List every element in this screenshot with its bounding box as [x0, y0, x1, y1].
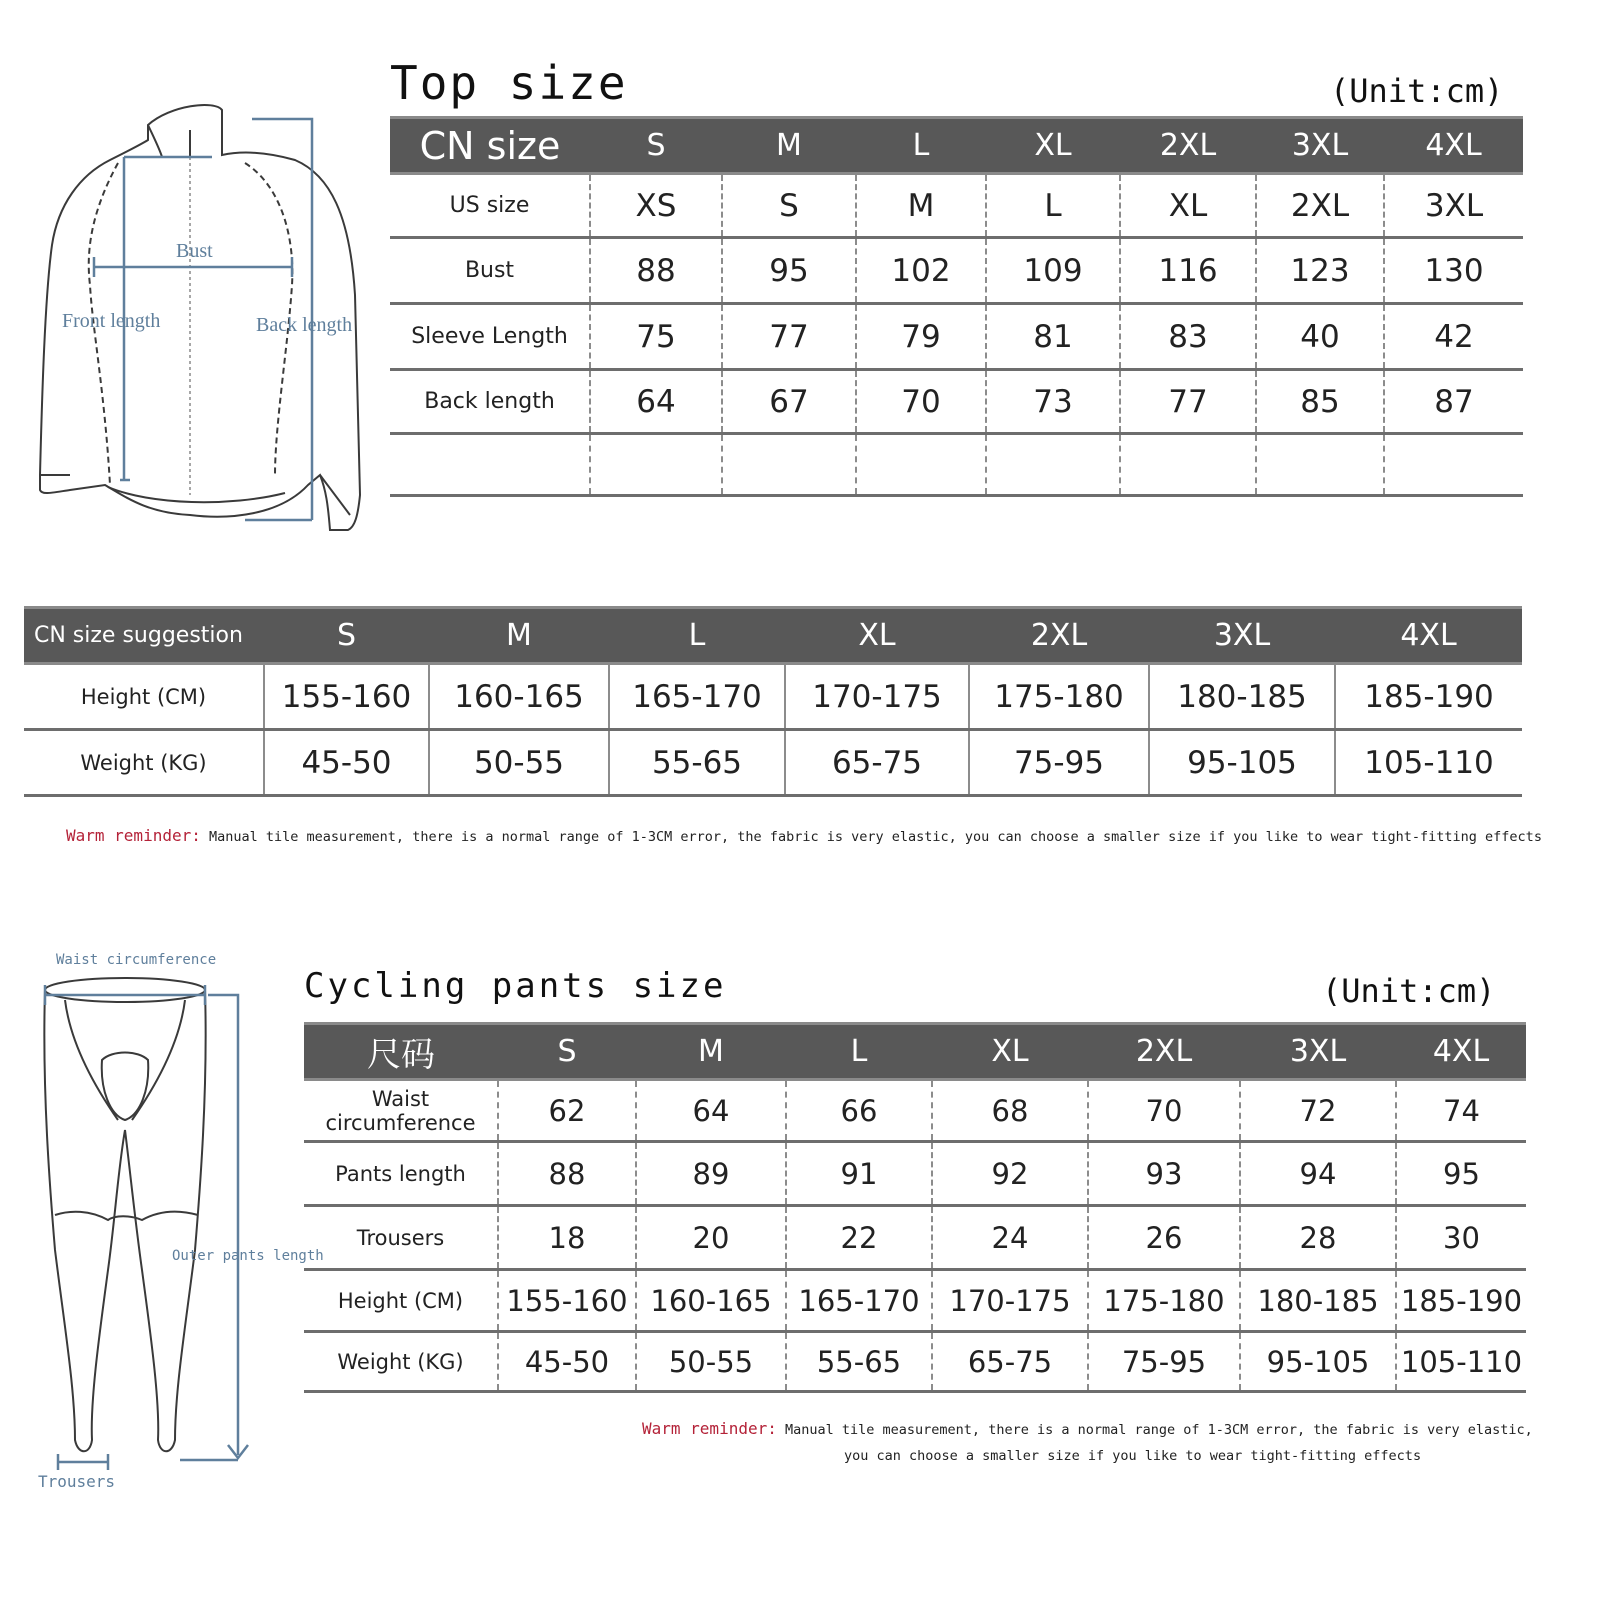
table-cell: 95: [722, 238, 856, 304]
table-cell: S: [722, 174, 856, 238]
table-cell: 62: [498, 1080, 636, 1142]
table-cell: 2XL: [1256, 174, 1384, 238]
row-label: US size: [390, 174, 590, 238]
table-cell: 83: [1120, 304, 1256, 370]
table-cell: 185-190: [1396, 1270, 1526, 1332]
header-size-l: L: [786, 1024, 932, 1080]
table-cell: 18: [498, 1206, 636, 1270]
table-cell: 160-165: [429, 664, 609, 730]
top-unit-label: (Unit:cm): [1330, 72, 1504, 110]
size-suggestion-table: [24, 606, 1522, 797]
pants-warm-reminder-line1: Manual tile measurement, there is a normal range of 1-3CM error, the fabric is very elastic,: [785, 1422, 1533, 1438]
table-cell: 180-185: [1240, 1270, 1396, 1332]
table-cell: 64: [636, 1080, 786, 1142]
pants-warm-reminder-line2: you can choose a smaller size if you like to wear tight-fitting effects: [844, 1448, 1422, 1464]
front-length-label: Front length: [62, 310, 161, 332]
row-label: Weight (KG): [304, 1332, 498, 1392]
table-cell: 170-175: [785, 664, 969, 730]
table-cell: [1256, 434, 1384, 496]
row-label: Weight (KG): [24, 730, 264, 796]
table-cell: 70: [856, 370, 986, 434]
header-size-xl: XL: [932, 1024, 1088, 1080]
table-cell: 95: [1396, 1142, 1526, 1206]
row-label: Height (CM): [24, 664, 264, 730]
row-label: Sleeve Length: [390, 304, 590, 370]
pants-warm-reminder: [642, 1419, 1533, 1438]
table-cell: 95-105: [1240, 1332, 1396, 1392]
table-cell: 77: [722, 304, 856, 370]
header-size-m: M: [722, 118, 856, 174]
table-row: [390, 174, 1523, 238]
table-cell: 72: [1240, 1080, 1396, 1142]
table-cell: 20: [636, 1206, 786, 1270]
header-size-l: L: [609, 608, 785, 664]
table-cell: 94: [1240, 1142, 1396, 1206]
table-cell: 50-55: [636, 1332, 786, 1392]
table-cell: 130: [1384, 238, 1523, 304]
row-label: Pants length: [304, 1142, 498, 1206]
table-cell: 74: [1396, 1080, 1526, 1142]
table-cell: 95-105: [1149, 730, 1335, 796]
table-cell: 22: [786, 1206, 932, 1270]
table-cell: 45-50: [498, 1332, 636, 1392]
header-cn-size-suggestion: CN size suggestion: [24, 608, 264, 664]
bust-label: Bust: [176, 240, 213, 262]
table-cell: 75-95: [969, 730, 1149, 796]
table-cell: 70: [1088, 1080, 1240, 1142]
table-cell: 165-170: [786, 1270, 932, 1332]
header-size-2xl: 2XL: [1088, 1024, 1240, 1080]
header-size-3xl: 3XL: [1149, 608, 1335, 664]
header-size-3xl: 3XL: [1256, 118, 1384, 174]
table-cell: [986, 434, 1120, 496]
table-cell: 180-185: [1149, 664, 1335, 730]
table-cell: 85: [1256, 370, 1384, 434]
table-cell: [722, 434, 856, 496]
header-size-m: M: [636, 1024, 786, 1080]
table-cell: 91: [786, 1142, 932, 1206]
top-size-title: Top size: [390, 56, 628, 110]
header-cn-size: CN size: [390, 118, 590, 174]
table-cell: XS: [590, 174, 722, 238]
row-label: Waist circumference: [304, 1080, 498, 1142]
header-size-s: S: [498, 1024, 636, 1080]
outer-pants-length-label: Outer pants length: [172, 1248, 324, 1264]
table-cell: 170-175: [932, 1270, 1088, 1332]
waist-circumference-diagram-label: Waist circumference: [56, 952, 217, 968]
table-cell: 75: [590, 304, 722, 370]
table-cell: 105-110: [1396, 1332, 1526, 1392]
table-cell: 45-50: [264, 730, 429, 796]
table-cell: 175-180: [969, 664, 1149, 730]
table-row: [390, 238, 1523, 304]
table-cell: 55-65: [609, 730, 785, 796]
row-label: Back length: [390, 370, 590, 434]
table-cell: 165-170: [609, 664, 785, 730]
table-cell: 155-160: [264, 664, 429, 730]
table-cell: 24: [932, 1206, 1088, 1270]
table-cell: 116: [1120, 238, 1256, 304]
table-cell: [1384, 434, 1523, 496]
table-cell: [590, 434, 722, 496]
table-row: [24, 664, 1522, 730]
table-cell: 123: [1256, 238, 1384, 304]
table-cell: 26: [1088, 1206, 1240, 1270]
table-cell: 105-110: [1335, 730, 1522, 796]
table-cell: 67: [722, 370, 856, 434]
table-row: [304, 1206, 1526, 1270]
table-cell: M: [856, 174, 986, 238]
table-cell: 81: [986, 304, 1120, 370]
table-row: [304, 1332, 1526, 1392]
header-size-4xl: 4XL: [1384, 118, 1523, 174]
table-cell: 65-75: [785, 730, 969, 796]
table-row: [390, 304, 1523, 370]
table-cell: 87: [1384, 370, 1523, 434]
table-cell: 30: [1396, 1206, 1526, 1270]
pants-unit-label: (Unit:cm): [1322, 972, 1496, 1010]
table-cell: 42: [1384, 304, 1523, 370]
trousers-diagram-label: Trousers: [38, 1472, 116, 1491]
table-cell: 88: [590, 238, 722, 304]
table-cell: 55-65: [786, 1332, 932, 1392]
table-cell: 75-95: [1088, 1332, 1240, 1392]
table-cell: 155-160: [498, 1270, 636, 1332]
header-size-2xl: 2XL: [1120, 118, 1256, 174]
table-cell: 79: [856, 304, 986, 370]
header-size-xl: XL: [785, 608, 969, 664]
table-cell: 73: [986, 370, 1120, 434]
warm-reminder-label: Warm reminder:: [66, 826, 201, 845]
table-cell: 77: [1120, 370, 1256, 434]
table-row: [390, 434, 1523, 496]
header-size-s: S: [264, 608, 429, 664]
pants-size-title: Cycling pants size: [304, 966, 727, 1006]
table-cell: 160-165: [636, 1270, 786, 1332]
warm-reminder: [66, 826, 1542, 845]
pants-warm-reminder-label: Warm reminder:: [642, 1419, 777, 1438]
header-size-xl: XL: [986, 118, 1120, 174]
table-row: [304, 1142, 1526, 1206]
table-cell: 66: [786, 1080, 932, 1142]
table-row: [24, 730, 1522, 796]
table-cell: 50-55: [429, 730, 609, 796]
table-cell: L: [986, 174, 1120, 238]
table-cell: 40: [1256, 304, 1384, 370]
table-row: [390, 370, 1523, 434]
header-size-2xl: 2XL: [969, 608, 1149, 664]
row-label: Trousers: [304, 1206, 498, 1270]
table-cell: 102: [856, 238, 986, 304]
row-label: [390, 434, 590, 496]
table-cell: 175-180: [1088, 1270, 1240, 1332]
table-cell: 185-190: [1335, 664, 1522, 730]
table-cell: 92: [932, 1142, 1088, 1206]
header-size-l: L: [856, 118, 986, 174]
table-cell: 3XL: [1384, 174, 1523, 238]
table-cell: 109: [986, 238, 1120, 304]
pants-size-table: [304, 1022, 1526, 1393]
back-length-label: Back length: [256, 314, 353, 336]
table-cell: 28: [1240, 1206, 1396, 1270]
header-size-3xl: 3XL: [1240, 1024, 1396, 1080]
pants-diagram: [30, 970, 260, 1480]
row-label: Bust: [390, 238, 590, 304]
header-chinese-size: 尺码: [304, 1024, 498, 1080]
top-size-table: [390, 116, 1523, 497]
table-cell: 88: [498, 1142, 636, 1206]
row-label: Height (CM): [304, 1270, 498, 1332]
table-cell: 65-75: [932, 1332, 1088, 1392]
table-cell: 68: [932, 1080, 1088, 1142]
warm-reminder-text: Manual tile measurement, there is a normal range of 1-3CM error, the fabric is very elastic, you can choose a smaller size if you like to wear tight-fitting effects: [209, 829, 1542, 845]
table-cell: 93: [1088, 1142, 1240, 1206]
table-cell: [856, 434, 986, 496]
header-size-m: M: [429, 608, 609, 664]
header-size-s: S: [590, 118, 722, 174]
table-row: [304, 1270, 1526, 1332]
header-size-4xl: 4XL: [1335, 608, 1522, 664]
table-cell: [1120, 434, 1256, 496]
header-size-4xl: 4XL: [1396, 1024, 1526, 1080]
table-cell: 89: [636, 1142, 786, 1206]
table-cell: 64: [590, 370, 722, 434]
table-row: [304, 1080, 1526, 1142]
table-cell: XL: [1120, 174, 1256, 238]
